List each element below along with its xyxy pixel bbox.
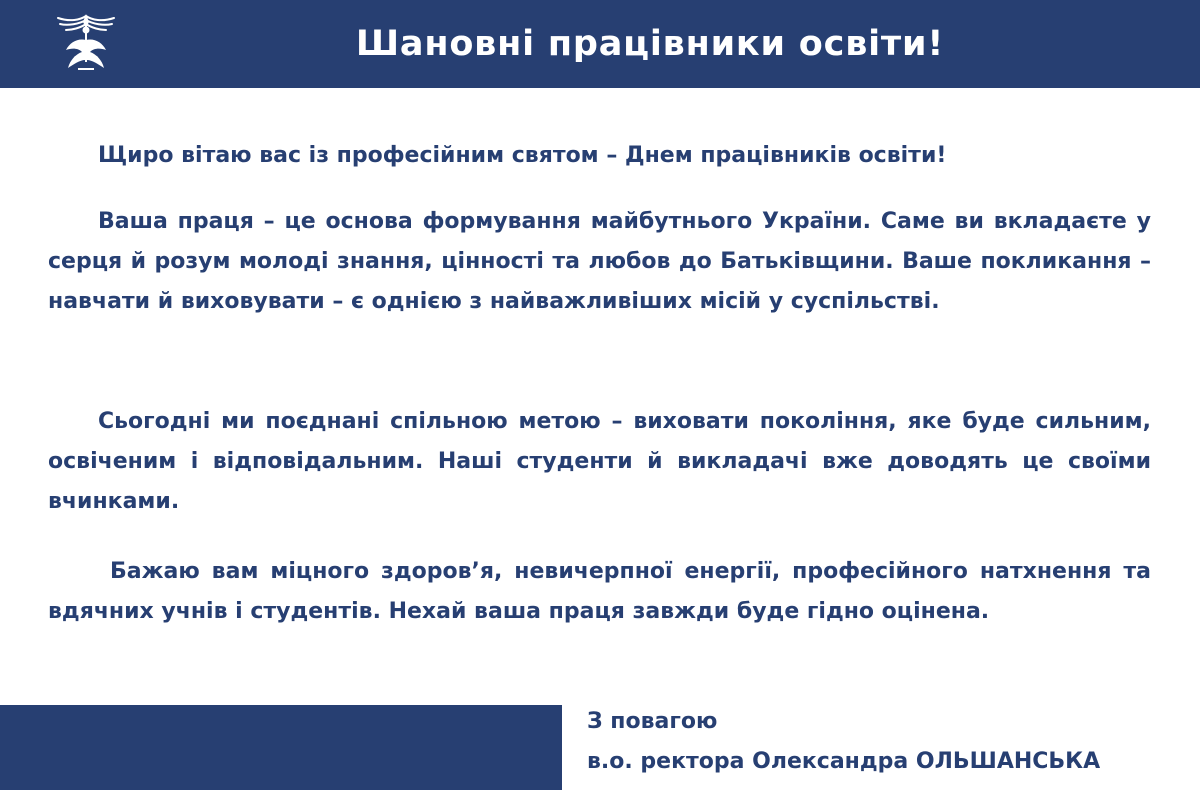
signature-block [587,702,1100,782]
paragraph-goal: Сьогодні ми поєднані спільною метою – виховати покоління, яке буде сильним, освіченим і відповідальним. Наші студенти й викладачі вже доводять це своїми вчинками. [48,409,1151,514]
university-emblem-icon [52,10,120,78]
header-bar [0,0,1200,88]
footer-bar [0,705,562,790]
signature-closing: З повагою [587,709,718,734]
page-title: Шановні працівники освіти! [355,24,945,64]
paragraph-greeting: Щиро вітаю вас із професійним святом – Днем працівників освіти! [98,143,947,168]
signature-author: в.о. ректора Олександра ОЛЬШАНСЬКА [587,749,1101,774]
paragraph-wishes: Бажаю вам міцного здоров’я, невичерпної енергії, професійного натхнення та вдячних учнів і студентів. Нехай ваша праця завжди буде гідно оцінена. [48,559,1151,624]
paragraph-work: Ваша праця – це основа формування майбутнього України. Саме ви вкладаєте у серця й розум молоді знання, цінності та любов до Батьківщини. Ваше покликання – навчати й виховувати – є однією з найважливіших місій у суспільстві. [48,209,1151,314]
